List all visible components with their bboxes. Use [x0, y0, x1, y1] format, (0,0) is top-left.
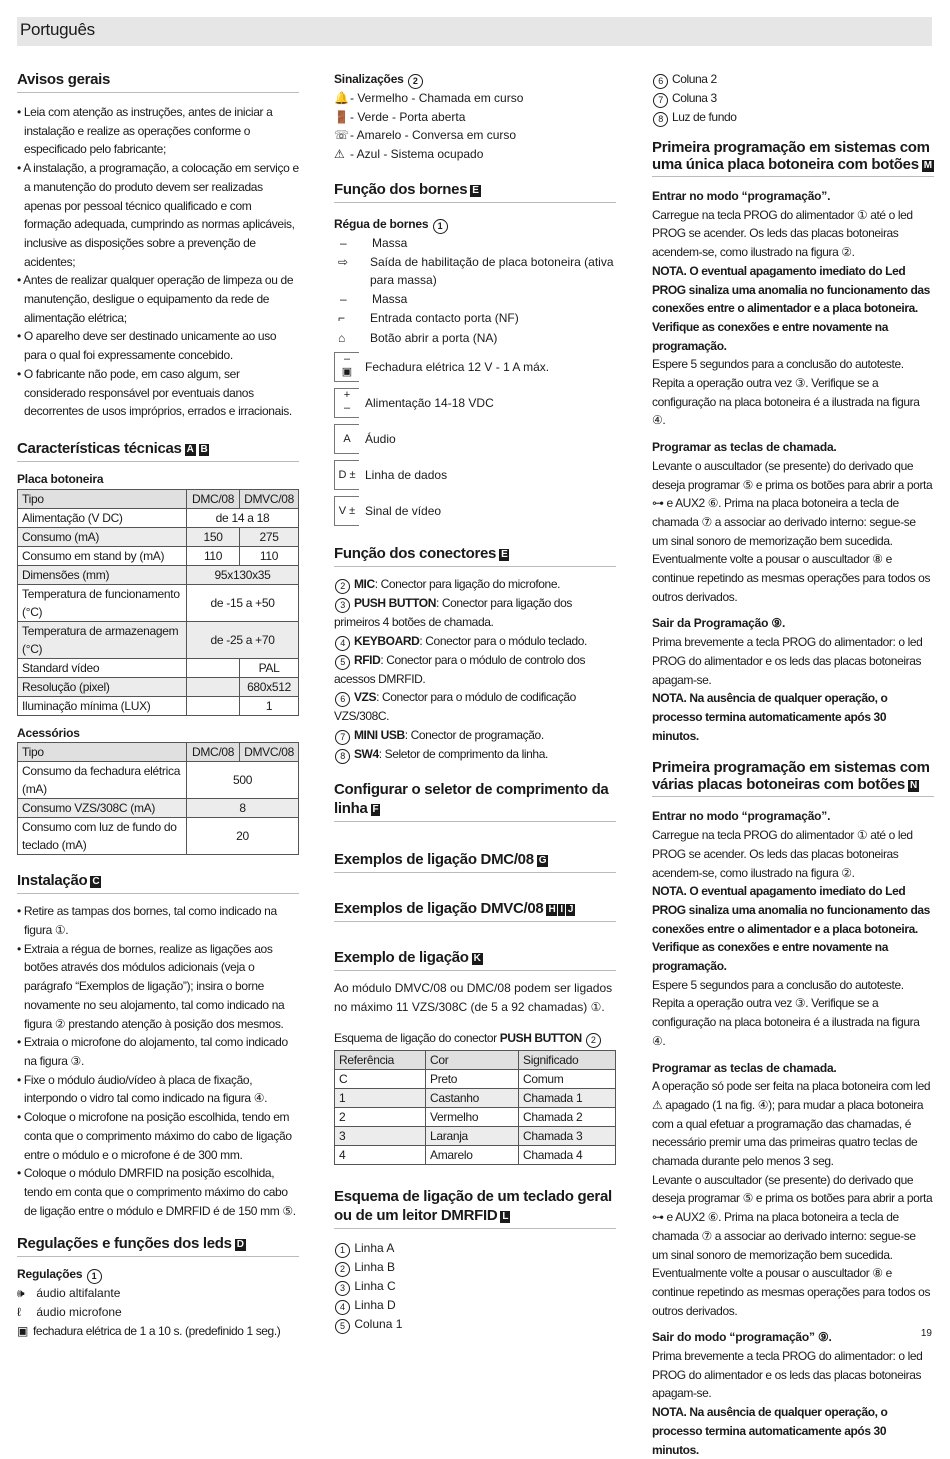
list-item [334, 1315, 616, 1334]
caption-bold: PUSH BUTTON [499, 1030, 582, 1045]
nota-text: NOTA. O eventual apagamento imediato do Led PROG sinaliza uma anomalia no funcionamento das conexões entre o alimentador e a placa botoneira. Verifique as conexões e entre novamente na programação. [652, 263, 930, 353]
table-cell: PAL [240, 658, 299, 677]
sair-text: Prima brevemente a tecla PROG do alimentador: o led PROG do alimentador e os leds das placas botoneiras apagam-se. [652, 635, 923, 687]
programar-title: Programar as teclas de chamada. [652, 440, 837, 455]
table-row [335, 1107, 616, 1126]
list-item [334, 745, 616, 764]
table-cell: 8 [187, 799, 299, 818]
table-cell: Consumo em stand by (mA) [18, 546, 187, 565]
table-cell: Standard vídeo [18, 658, 187, 677]
section-title-text: Exemplos de ligação DMC/08 [334, 851, 534, 869]
output-symbol: ⇨ [338, 254, 349, 269]
item-label: KEYBOARD [353, 633, 420, 648]
espere-text: Espere 5 segundos para a conclusão do autoteste. Repita a operação outra vez ③. Verifique se a configuração na placa botoneira é a ilustrada na figura ④. [652, 977, 920, 1048]
section-title-text: Função dos conectores [334, 545, 497, 563]
item-text: : Conector para ligação do microfone. [374, 577, 561, 592]
item-text: : Conector para o módulo de controlo dos acessos DMRFID. [334, 652, 586, 686]
figure-badge: M [923, 160, 932, 171]
list-item: • Coloque o módulo DMRFID na posição escolhida, tendo em conta que o comprimento máximo do cabo de ligação entre o módulo e DMRFID é de 150 mm ⑤. [17, 1166, 296, 1218]
column-1 [17, 70, 299, 1340]
table-cell: Chamada 3 [519, 1126, 616, 1145]
instalacao-list [17, 902, 299, 1220]
speaker-icon: 🕪 [17, 1286, 25, 1301]
ground-symbol: – [340, 291, 347, 306]
espere-text: Espere 5 segundos para a conclusão do autoteste. Repita a operação outra vez ③. Verifique se a configuração na placa botoneira é a ilustrada na figura ④. [652, 357, 920, 428]
number-circle: 5 [335, 655, 350, 670]
list-item [334, 388, 616, 418]
table-cell: Laranja [426, 1126, 519, 1145]
list-item [334, 234, 616, 253]
entrar-text: Carregue na tecla PROG do alimentador ① até o led PROG se acender. Os leds das placas botoneiras acendem-se, como ilustrado na figura ②. [652, 828, 913, 880]
programar-text: Levante o auscultador (se presente) do derivado que deseja programar ⑤ e prima os botões para abrir a porta ⊶ e AUX2 ⑥. Prima na placa botoneira a tecla de chamada ⑦ a associar ao derivado interno: segue-se um sinal sonoro de memorização bem sucedida. Eventualmente volte a pousar o auscultador ⑧ e continue repetindo as mesmas operações para todos os outros derivados. [652, 458, 933, 604]
table-row [18, 658, 299, 677]
table-row [335, 1088, 616, 1107]
table-cell: Castanho [426, 1088, 519, 1107]
table-cell: Amarelo [426, 1145, 519, 1164]
table-cell: de -25 a +70 [187, 621, 299, 658]
programar-text: Levante o auscultador (se presente) do derivado que deseja programar ⑤ e prima os botões para abrir a porta ⊶ e AUX2 ⑥. Prima na placa botoneira a tecla de chamada ⑦ a associar ao derivado interno: segue-se um sinal sonoro de memorização bem sucedida. Eventualmente volte a pousar o auscultador ⑧ e continue repetindo as mesmas operações para todos os outros derivados. [652, 1172, 933, 1318]
table-header: DMC/08 [187, 489, 240, 508]
number-circle: 6 [335, 692, 350, 707]
list-item [334, 1258, 616, 1277]
sair-text: Prima brevemente a tecla PROG do alimentador: o led PROG do alimentador e os leds das placas botoneiras apagam-se. [652, 1349, 923, 1401]
table-cell: Vermelho [426, 1107, 519, 1126]
language-header [17, 17, 932, 46]
number-circle: 2 [335, 1262, 350, 1277]
table-cell: Consumo da fechadura elétrica (mA) [18, 762, 187, 799]
item-text: Luz de fundo [671, 110, 737, 124]
list-item: • A instalação, a programação, a colocação em serviço e a manutenção do produto devem ser realizadas apenas por pessoal técnico qualificado e com formação adequada, cumprindo as normas aplicáveis, inclusive as disposições sobre a prevenção de acidentes; [17, 161, 299, 269]
item-text: Linha A [354, 1240, 395, 1255]
item-text: Coluna 2 [671, 72, 717, 86]
table-cell: Consumo (mA) [18, 527, 187, 546]
section-title-text: Função dos bornes [334, 180, 468, 198]
nota-text: NOTA. Na ausência de qualquer operação, o processo termina automaticamente após 30 minutos. [652, 1405, 888, 1457]
number-circle: 7 [653, 93, 668, 108]
item-text: Linha B [354, 1259, 396, 1274]
placa-title: Placa botoneira [17, 471, 104, 486]
list-item [334, 460, 616, 490]
sair-title: Sair da Programação ⑨. [652, 616, 786, 631]
table-cell: de -15 a +50 [187, 584, 299, 621]
item-text: : Conector para o módulo teclado. [419, 633, 587, 648]
table-cell: 680x512 [240, 677, 299, 696]
bell-icon: 🔔 [334, 91, 349, 105]
number-circle: 5 [335, 1319, 350, 1334]
column-3 [652, 70, 934, 1459]
list-item: • Fixe o módulo áudio/vídeo à placa de fixação, interpondo o vidro tal como indicado na figura ④. [17, 1072, 268, 1106]
table-cell: Temperatura de funcionamento (°C) [18, 584, 187, 621]
table-cell: Comum [519, 1069, 616, 1088]
table-row [18, 762, 299, 799]
conversation-icon: ☏ [334, 128, 350, 143]
section-title-instalacao [17, 871, 299, 894]
section-title-caracteristicas [17, 439, 299, 462]
section-title-prog-varias [652, 759, 934, 797]
figure-badge: G [538, 855, 547, 867]
list-item [334, 329, 616, 348]
table-cell: Consumo com luz de fundo do teclado (mA) [18, 818, 187, 855]
item-text: - Amarelo - Conversa em curso [350, 128, 517, 143]
item-text: Linha de dados [365, 467, 448, 482]
table-row [18, 565, 299, 584]
audio-terminal-symbol: A [334, 424, 359, 454]
table-cell: Chamada 2 [519, 1107, 616, 1126]
list-item: • Retire as tampas dos bornes, tal como indicado na figura ①. [17, 904, 277, 938]
regua-title [334, 215, 616, 234]
section-title-teclado [334, 1187, 616, 1229]
item-text: Fechadura elétrica 12 V - 1 A máx. [365, 359, 550, 374]
table-cell: 275 [240, 527, 299, 546]
page-number: 19 [920, 1328, 932, 1340]
item-label: SW4 [353, 747, 379, 762]
table-row [18, 527, 299, 546]
figure-badge: K [473, 953, 481, 965]
data-terminal-symbol: D ± [334, 460, 359, 490]
item-text: Botão abrir a porta (NA) [370, 331, 498, 346]
table-cell: Consumo VZS/308C (mA) [18, 799, 187, 818]
table-row [18, 584, 299, 621]
list-item [334, 290, 616, 309]
number-circle: 1 [335, 1243, 350, 1258]
figure-badge: H [548, 904, 556, 916]
language-label: Português [20, 20, 95, 39]
item-label: MIC [353, 577, 375, 592]
number-circle: 1 [433, 219, 448, 234]
section-title-text: Primeira programação em sistemas com várias placas botoneiras com botões [652, 759, 930, 794]
list-item [334, 253, 616, 290]
number-circle: 2 [335, 579, 350, 594]
table-header: Tipo [18, 489, 187, 508]
table-cell: Iluminação mínima (LUX) [18, 696, 187, 715]
table-header: Tipo [18, 743, 187, 762]
list-item [334, 309, 616, 328]
number-circle: 6 [653, 74, 668, 89]
section-title-text: Primeira programação em sistemas com uma única placa botoneira com botões [652, 139, 930, 173]
entrar-title: Entrar no modo “programação”. [652, 189, 831, 203]
number-circle: 8 [653, 112, 668, 127]
acessorios-table [17, 742, 299, 855]
item-text: Áudio [365, 431, 396, 446]
section-title-text: Exemplos de ligação DMVC/08 [334, 900, 544, 918]
nota-text: NOTA. Na ausência de qualquer operação, o processo termina automaticamente após 30 minutos. [652, 691, 888, 743]
subtitle-text: Régua de bornes [334, 216, 429, 231]
table-row [18, 677, 299, 696]
placa-table [17, 489, 299, 716]
table-row [18, 696, 299, 715]
lock-terminal-symbol: – ▣ [334, 352, 359, 382]
number-circle: 3 [335, 1281, 350, 1296]
button-symbol: ⌂ [338, 331, 346, 346]
esquema-caption [334, 1029, 616, 1048]
list-item [334, 651, 616, 689]
contact-symbol: ⌐ [338, 310, 346, 325]
table-cell: 110 [240, 546, 299, 565]
table-cell: 150 [187, 527, 240, 546]
section-title-config [334, 780, 616, 822]
number-circle: 2 [586, 1033, 601, 1048]
subtitle-text: Sinalizações [334, 72, 404, 86]
section-title-text: Exemplo de ligação [334, 949, 469, 967]
item-text: Linha C [354, 1278, 396, 1293]
table-cell: de 14 a 18 [187, 508, 299, 527]
busy-icon: ⚠ [334, 147, 345, 162]
list-item: • Coloque o microfone na posição escolhida, tendo em conta que o comprimento máximo do cabo de ligação entre o módulo e o microfone é de 300 mm. [17, 1110, 292, 1162]
item-text: Alimentação 14-18 VDC [365, 395, 494, 410]
list-item: • Antes de realizar qualquer operação de limpeza ou de manutenção, desligue o equipamento da rede de alimentação elétrica; [17, 273, 294, 325]
table-cell: Alimentação (V DC) [18, 508, 187, 527]
regulacoes-subtitle [17, 1265, 299, 1284]
list-item [334, 424, 616, 454]
item-text: Coluna 3 [671, 91, 717, 105]
section-title-text: Instalação [17, 872, 88, 890]
door-icon: 🚪 [334, 109, 349, 124]
subtitle-text: Regulações [17, 1267, 83, 1282]
sinalizacoes-title [334, 70, 616, 89]
figure-badge: N [909, 780, 917, 792]
table-row [18, 818, 299, 855]
power-terminal-symbol: + – [334, 388, 359, 418]
section-title-conectores [334, 544, 616, 567]
item-text: : Conector de programação. [404, 728, 544, 743]
list-item [334, 1239, 616, 1258]
esquema-table [334, 1050, 616, 1165]
item-text: - Verde - Porta aberta [350, 109, 466, 124]
section-title-text: Regulações e funções dos leds [17, 1235, 232, 1253]
table-row [18, 799, 299, 818]
list-item [334, 352, 616, 382]
number-circle: 3 [335, 598, 350, 613]
item-text: Saída de habilitação de placa botoneira (ativa para massa) [370, 254, 614, 288]
table-cell: Chamada 4 [519, 1145, 616, 1164]
entrar-title: Entrar no modo “programação”. [652, 809, 831, 824]
figure-badge: E [501, 549, 508, 561]
list-item [334, 108, 616, 127]
figure-badge: E [472, 184, 479, 196]
item-text: Entrada contacto porta (NF) [370, 310, 519, 325]
number-circle: 4 [335, 1300, 350, 1315]
table-header: Cor [426, 1050, 519, 1069]
item-text: Sinal de vídeo [365, 503, 442, 518]
list-item [334, 594, 616, 632]
item-label: PUSH BUTTON [353, 596, 436, 611]
table-cell: 1 [335, 1088, 426, 1107]
section-title-exemplos-dmvc [334, 899, 616, 922]
table-cell: Chamada 1 [519, 1088, 616, 1107]
section-title-prog-unica [652, 139, 934, 177]
number-circle: 4 [335, 636, 350, 651]
section-title-exemplos-dmc [334, 850, 616, 873]
figure-badge: I [560, 904, 563, 916]
table-header: Referência [335, 1050, 426, 1069]
avisos-list [17, 103, 299, 421]
item-text: : Conector para ligação dos primeiros 4 botões de chamada. [334, 596, 572, 630]
table-cell: 95x130x35 [187, 565, 299, 584]
nota-text: NOTA. O eventual apagamento imediato do Led PROG sinaliza uma anomalia no funcionamento das conexões entre o alimentador e a placa botoneira. Verifique as conexões e entre novamente na programação. [652, 884, 930, 974]
ground-symbol: – [340, 235, 347, 250]
list-item: • O aparelho deve ser destinado unicamente ao uso para o qual foi expressamente concebido. [17, 329, 277, 363]
column-2 [334, 70, 616, 1334]
table-cell: Dimensões (mm) [18, 565, 187, 584]
table-cell: C [335, 1069, 426, 1088]
acessorios-title: Acessórios [17, 725, 80, 740]
list-item [17, 1284, 299, 1303]
item-label: VZS [353, 690, 377, 705]
number-circle: 7 [335, 730, 350, 745]
item-label: MINI USB [353, 728, 405, 743]
table-cell: 1 [240, 696, 299, 715]
list-item: • Extraia a régua de bornes, realize as ligações aos botões através dos módulos adicionais (veja o parágrafo “Exemplos de ligação”); insira o borne novamente no seu alojamento, tal como indicado na figura ② prestando atenção à posição dos mesmos. [17, 941, 285, 1031]
table-cell: 2 [335, 1107, 426, 1126]
number-circle: 1 [87, 1269, 102, 1284]
list-item [334, 89, 616, 108]
number-circle: 2 [408, 74, 423, 89]
caption-text: Esquema de ligação do conector [334, 1030, 497, 1045]
item-text: : Conector para o módulo de codificação VZS/308C. [334, 690, 576, 724]
section-title-bornes [334, 180, 616, 203]
table-cell: 20 [187, 818, 299, 855]
table-cell: 4 [335, 1145, 426, 1164]
table-cell: Temperatura de armazenagem (°C) [18, 621, 187, 658]
item-text: Coluna 1 [354, 1316, 403, 1331]
table-cell: 3 [335, 1126, 426, 1145]
list-item [17, 1303, 299, 1322]
entrar-text: Carregue na tecla PROG do alimentador ① até o led PROG se acender. Os leds das placas botoneiras acendem-se, como ilustrado na figura ②. [652, 207, 913, 260]
table-cell [187, 677, 240, 696]
item-text: - Azul - Sistema ocupado [350, 147, 484, 162]
figure-badge: A [186, 443, 194, 455]
table-cell [187, 696, 240, 715]
list-item [334, 126, 616, 145]
list-item [334, 688, 616, 726]
conectores-list [334, 575, 616, 764]
exemplo-text: Ao módulo DMVC/08 ou DMC/08 podem ser ligados no máximo 11 VZS/308C (de 5 a 92 chamadas) ①. [334, 981, 613, 1014]
figure-badge: L [502, 1210, 509, 1222]
section-title-regulacoes [17, 1234, 299, 1257]
table-row [18, 508, 299, 527]
table-header: DMVC/08 [240, 489, 299, 508]
table-cell: 500 [187, 762, 299, 799]
figure-badge: C [92, 876, 100, 888]
list-item [334, 496, 616, 526]
table-cell: Resolução (pixel) [18, 677, 187, 696]
video-terminal-symbol: V ± [334, 496, 359, 526]
figure-badge: B [200, 443, 208, 455]
item-text: : Seletor de comprimento da linha. [378, 747, 548, 762]
list-item [334, 726, 616, 745]
section-title-avisos: Avisos gerais [17, 70, 299, 93]
list-item: • Leia com atenção as instruções, antes de iniciar a instalação e realize as operações conforme o especificado pelo fabricante; [17, 105, 273, 157]
section-title-text: Configurar o seletor de comprimento da linha [334, 781, 609, 818]
list-item [17, 1322, 299, 1341]
list-item [334, 1277, 616, 1296]
lock-icon: ▣ [17, 1323, 28, 1338]
table-cell: Preto [426, 1069, 519, 1088]
item-text: - Vermelho - Chamada em curso [350, 91, 524, 105]
item-text: áudio microfone [36, 1305, 122, 1320]
list-item [652, 89, 934, 108]
list-item [334, 1296, 616, 1315]
list-item [334, 632, 616, 651]
figure-badge: J [567, 904, 574, 916]
item-text: Linha D [354, 1297, 396, 1312]
programar-title: Programar as teclas de chamada. [652, 1060, 837, 1075]
sair-title: Sair do modo “programação” ⑨. [652, 1330, 832, 1345]
list-item [652, 108, 934, 127]
figure-badge: D [236, 1239, 244, 1251]
item-text: fechadura elétrica de 1 a 10 s. (predefinido 1 seg.) [33, 1323, 281, 1338]
item-text: Massa [372, 291, 408, 306]
list-item [334, 575, 616, 594]
list-item [652, 70, 934, 89]
operacao-text: A operação só pode ser feita na placa botoneira com led ⚠ apagado (1 na fig. ④); para mudar a placa botoneira com a qual efetuar a programação das chamadas, é necessário premir uma das primeiras quatro teclas de chamada durante pelo menos 3 seg. [652, 1079, 931, 1169]
table-header: DMC/08 [187, 743, 240, 762]
table-row [18, 546, 299, 565]
microphone-icon: ℓ [17, 1305, 21, 1320]
item-text: Massa [372, 235, 408, 250]
table-cell: 110 [187, 546, 240, 565]
table-row [335, 1069, 616, 1088]
number-circle: 8 [335, 749, 350, 764]
item-text: áudio altifalante [36, 1286, 121, 1301]
section-title-exemplo [334, 948, 616, 971]
item-label: RFID [353, 652, 381, 667]
list-item: • O fabricante não pode, em caso algum, ser considerado responsável por eventuais danos decorrentes de usos impróprios, errados e irracionais. [17, 366, 292, 419]
figure-badge: F [372, 804, 379, 816]
section-title-text: Esquema de ligação de um teclado geral ou de um leitor DMRFID [334, 1187, 612, 1224]
table-header: Significado [519, 1050, 616, 1069]
section-title-text: Características técnicas [17, 439, 182, 457]
table-row [335, 1145, 616, 1164]
table-row [18, 621, 299, 658]
table-row [335, 1126, 616, 1145]
table-header: DMVC/08 [240, 743, 299, 762]
table-cell [187, 658, 240, 677]
list-item [334, 145, 616, 164]
list-item: • Extraia o microfone do alojamento, tal como indicado na figura ③. [17, 1035, 288, 1068]
